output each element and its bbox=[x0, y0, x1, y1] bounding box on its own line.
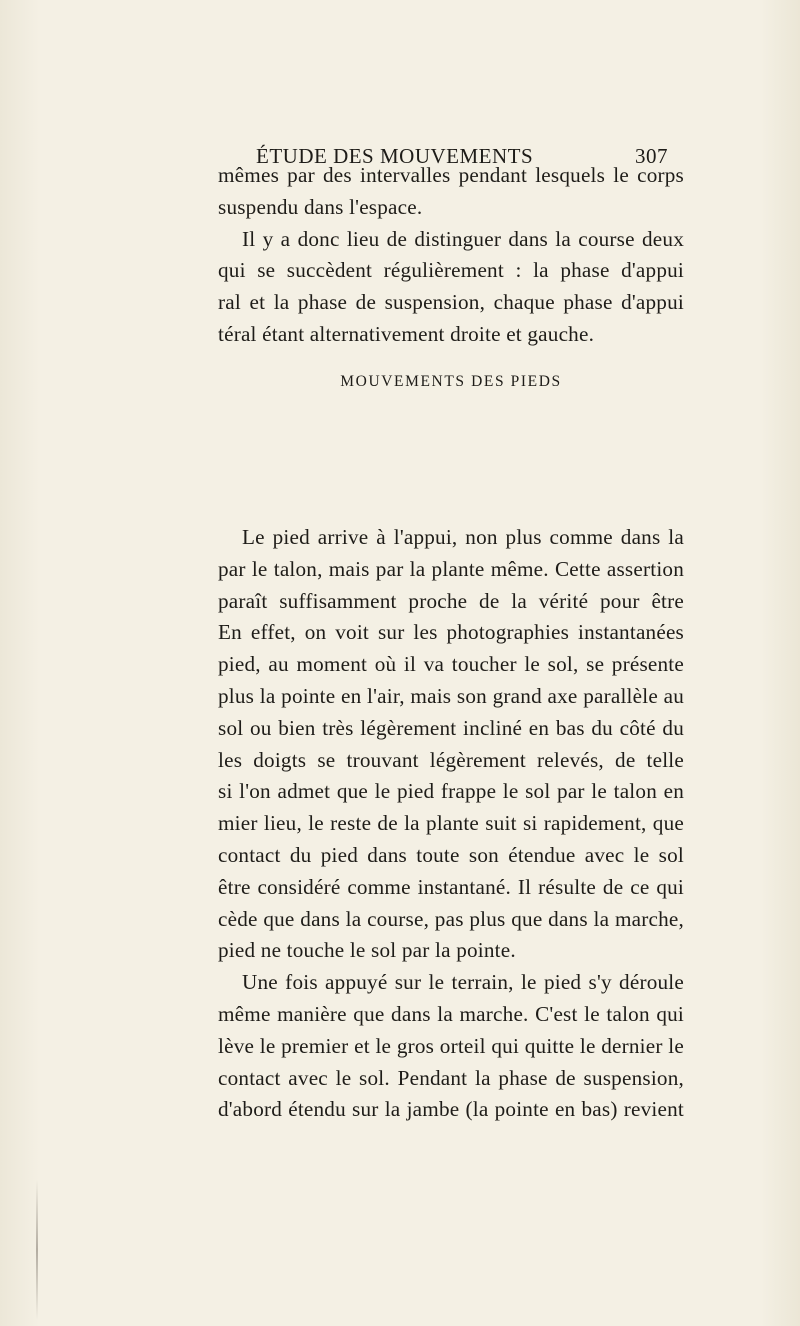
page-number: 307 bbox=[635, 144, 668, 168]
text-block-section bbox=[218, 522, 684, 1126]
text-line: pied, au moment où il va toucher le sol, se présente bbox=[218, 652, 684, 677]
text-line: Une fois appuyé sur le terrain, le pied s'y déroule bbox=[242, 970, 684, 995]
text-line: téral étant alternativement droite et gauche. bbox=[218, 321, 595, 346]
text-line: qui se succèdent régulièrement : la phase d'appui bbox=[218, 258, 684, 283]
paragraph-foot-rolling bbox=[218, 967, 684, 1126]
text-line: être considéré comme instantané. Il résulte de ce qui bbox=[218, 874, 684, 899]
text-line: mêmes par des intervalles pendant lesquels le corps bbox=[218, 163, 684, 187]
text-line: mier lieu, le reste de la plante suit si rapidement, que bbox=[218, 811, 684, 836]
margin-shadow bbox=[36, 1180, 38, 1320]
section-heading: MOUVEMENTS DES PIEDS bbox=[340, 373, 562, 390]
text-line: d'abord étendu sur la jambe (la pointe en bas) revient bbox=[218, 1097, 684, 1122]
paragraph-continuation bbox=[218, 160, 684, 224]
text-line: si l'on admet que le pied frappe le sol par le talon en bbox=[218, 779, 684, 804]
text-line: pied ne touche le sol par la pointe. bbox=[218, 938, 516, 963]
text-line: contact avec le sol. Pendant la phase de suspension, bbox=[218, 1065, 684, 1090]
text-line: suspendu dans l'espace. bbox=[218, 194, 423, 219]
text-line: Il y a donc lieu de distinguer dans la course deux bbox=[242, 226, 684, 251]
paragraph-foot-landing bbox=[218, 522, 684, 967]
paragraph-phases bbox=[218, 224, 684, 351]
text-line: Le pied arrive à l'appui, non plus comme dans la bbox=[242, 525, 684, 549]
text-line: même manière que dans la marche. C'est le talon qui bbox=[218, 1001, 684, 1026]
text-line: En effet, on voit sur les photographies instantanées bbox=[218, 620, 684, 645]
text-line: plus la pointe en l'air, mais son grand axe parallèle au bbox=[218, 683, 684, 708]
text-line: cède que dans la course, pas plus que dans la marche, bbox=[218, 906, 684, 931]
running-title: ÉTUDE DES MOUVEMENTS bbox=[256, 144, 534, 168]
text-line: ral et la phase de suspension, chaque phase d'appui bbox=[218, 290, 684, 315]
text-line: sol ou bien très légèrement incliné en bas du côté du bbox=[218, 715, 684, 740]
text-line: lève le premier et le gros orteil qui quitte le dernier le bbox=[218, 1033, 684, 1058]
text-block-top bbox=[218, 160, 684, 351]
text-line: paraît suffisamment proche de la vérité pour être bbox=[218, 588, 684, 613]
text-line: contact du pied dans toute son étendue avec le sol bbox=[218, 842, 684, 867]
text-line: les doigts se trouvant légèrement relevés, de telle bbox=[218, 747, 684, 772]
text-line: par le talon, mais par la plante même. Cette assertion bbox=[218, 556, 684, 581]
